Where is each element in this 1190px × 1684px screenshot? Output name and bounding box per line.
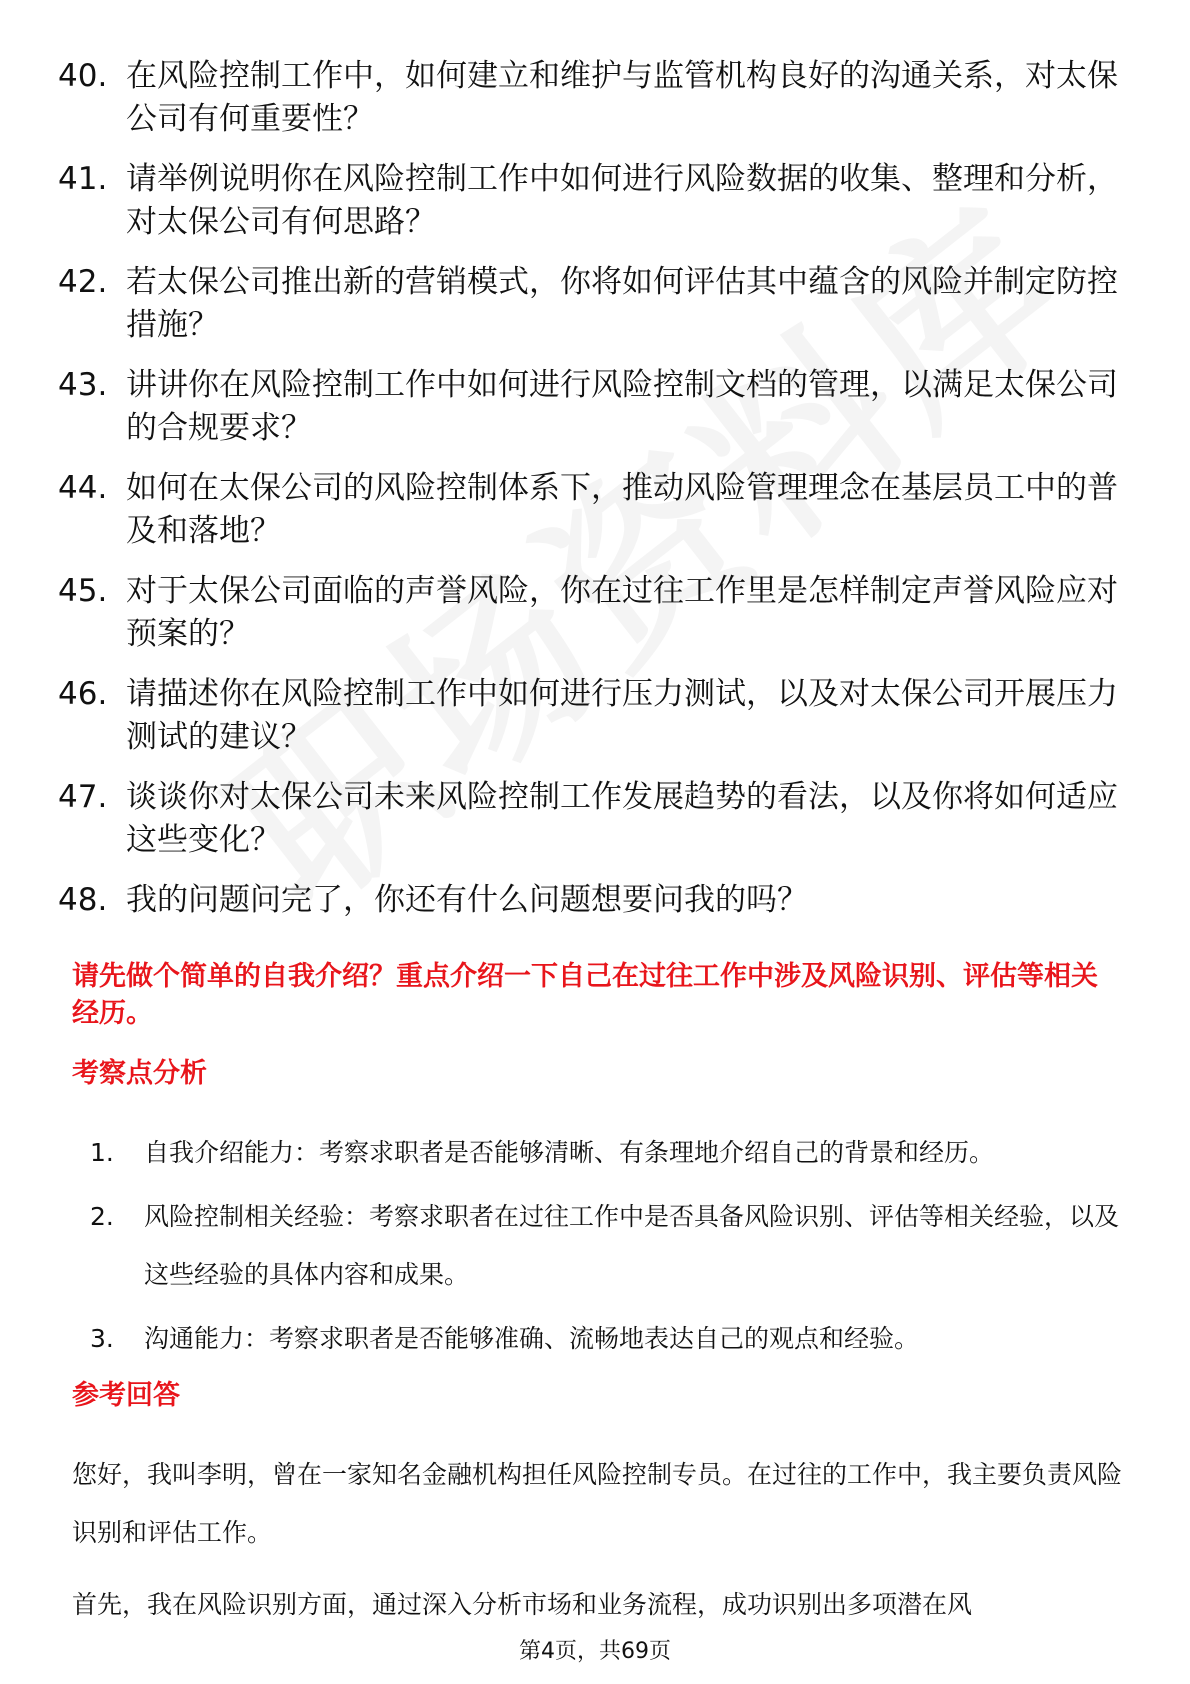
analysis-number: 2. bbox=[90, 1202, 114, 1231]
question-text: 谈谈你对太保公司未来风险控制工作发展趋势的看法，以及你将如何适应这些变化？ bbox=[126, 779, 1118, 858]
answer-paragraph: 您好，我叫李明，曾在一家知名金融机构担任风险控制专员。在过往的工作中，我主要负责风险识别和评估工作。 bbox=[72, 1460, 1123, 1547]
question-number: 45. bbox=[58, 573, 108, 609]
question-list bbox=[58, 55, 1118, 939]
list-item bbox=[58, 570, 1118, 656]
question-number: 41. bbox=[58, 161, 108, 197]
page-footer: 第4页，共69页 bbox=[519, 1639, 671, 1664]
list-item bbox=[58, 158, 1118, 244]
question-number: 46. bbox=[58, 676, 108, 712]
question-text: 若太保公司推出新的营销模式，你将如何评估其中蕴含的风险并制定防控措施？ bbox=[126, 264, 1118, 343]
question-text: 对于太保公司面临的声誉风险，你在过往工作里是怎样制定声誉风险应对预案的？ bbox=[126, 573, 1118, 652]
list-item bbox=[58, 261, 1118, 347]
list-item bbox=[58, 55, 1118, 141]
answer-heading: 参考回答 bbox=[72, 1380, 180, 1411]
question-text: 如何在太保公司的风险控制体系下，推动风险管理理念在基层员工中的普及和落地？ bbox=[126, 470, 1118, 549]
question-text: 我的问题问完了，你还有什么问题想要问我的吗？ bbox=[126, 882, 808, 918]
question-text: 请描述你在风险控制工作中如何进行压力测试，以及对太保公司开展压力测试的建议？ bbox=[126, 676, 1118, 755]
list-item bbox=[58, 776, 1118, 862]
list-item bbox=[72, 1124, 1122, 1182]
list-item bbox=[58, 673, 1118, 759]
question-text: 请举例说明你在风险控制工作中如何进行风险数据的收集、整理和分析，对太保公司有何思路？ bbox=[126, 161, 1118, 240]
question-number: 43. bbox=[58, 367, 108, 403]
analysis-text: 自我介绍能力：考察求职者是否能够清晰、有条理地介绍自己的背景和经历。 bbox=[144, 1138, 995, 1167]
analysis-heading: 考察点分析 bbox=[72, 1058, 207, 1089]
list-item bbox=[58, 364, 1118, 450]
question-text: 讲讲你在风险控制工作中如何进行风险控制文档的管理，以满足太保公司的合规要求？ bbox=[126, 367, 1118, 446]
analysis-text: 风险控制相关经验：考察求职者在过往工作中是否具备风险识别、评估等相关经验，以及这些经验的具体内容和成果。 bbox=[144, 1202, 1120, 1289]
list-item bbox=[72, 1310, 1122, 1368]
analysis-list bbox=[72, 1124, 1122, 1374]
list-item bbox=[58, 879, 1118, 922]
question-number: 48. bbox=[58, 882, 108, 918]
question-number: 40. bbox=[58, 58, 108, 94]
highlight-question: 请先做个简单的自我介绍？重点介绍一下自己在过往工作中涉及风险识别、评估等相关经历。 bbox=[72, 961, 1098, 1029]
answer-paragraph: 首先，我在风险识别方面，通过深入分析市场和业务流程，成功识别出多项潜在风 bbox=[72, 1590, 973, 1619]
question-number: 44. bbox=[58, 470, 108, 506]
question-text: 在风险控制工作中，如何建立和维护与监管机构良好的沟通关系，对太保公司有何重要性？ bbox=[126, 58, 1118, 137]
list-item bbox=[58, 467, 1118, 553]
analysis-number: 3. bbox=[90, 1324, 114, 1353]
analysis-text: 沟通能力：考察求职者是否能够准确、流畅地表达自己的观点和经验。 bbox=[144, 1324, 920, 1353]
question-number: 47. bbox=[58, 779, 108, 815]
question-number: 42. bbox=[58, 264, 108, 300]
analysis-number: 1. bbox=[90, 1138, 114, 1167]
list-item bbox=[72, 1188, 1122, 1304]
